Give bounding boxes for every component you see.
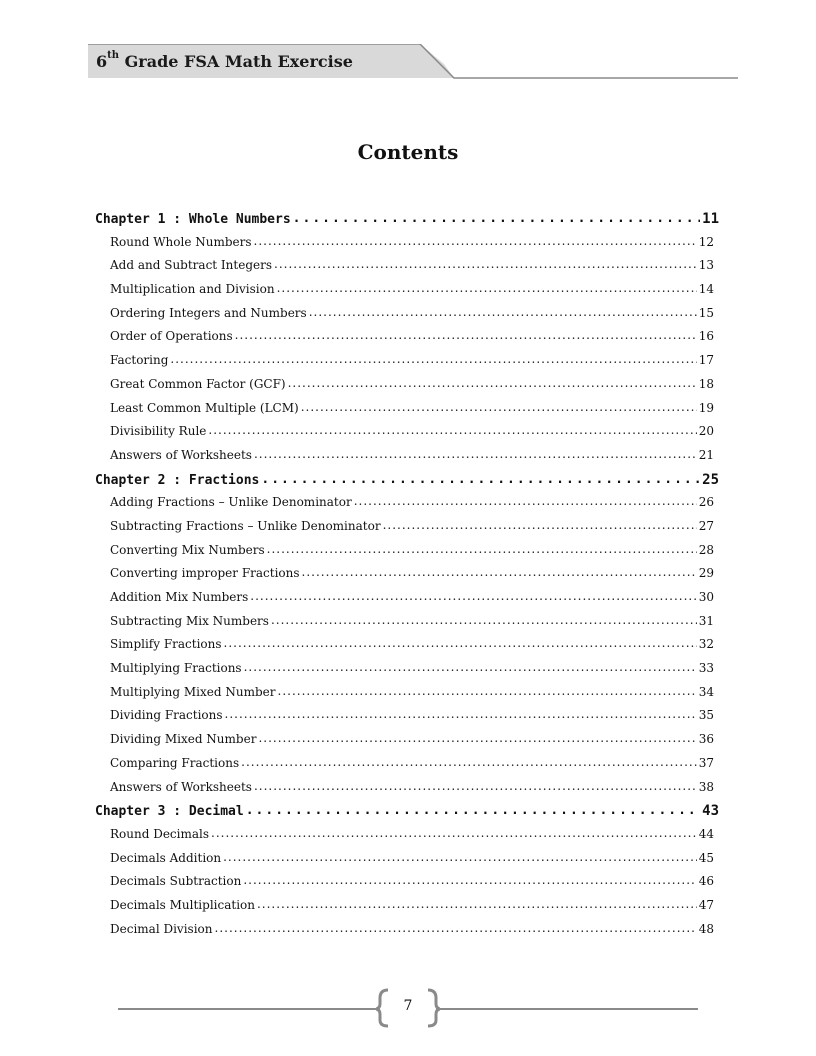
header-title: 6th Grade FSA Math Exercise bbox=[96, 50, 353, 71]
toc-entry-label: Subtracting Mix Numbers bbox=[110, 613, 269, 628]
toc-section-entry[interactable] bbox=[95, 401, 714, 425]
toc-dot-leader bbox=[278, 685, 697, 698]
toc-entry-label: Converting Mix Numbers bbox=[110, 542, 265, 557]
toc-entry-label: Decimals Subtraction bbox=[110, 874, 242, 889]
toc-entry-page-number: 15 bbox=[698, 305, 714, 320]
toc-dot-leader bbox=[254, 448, 697, 461]
toc-entry-label: Chapter 2 : Fractions bbox=[95, 472, 260, 488]
toc-entry-page-number: 36 bbox=[698, 732, 714, 747]
toc-entry-page-number: 16 bbox=[698, 329, 714, 344]
toc-dot-leader bbox=[208, 424, 696, 437]
toc-section-entry[interactable] bbox=[95, 898, 714, 922]
toc-dot-leader bbox=[170, 353, 696, 366]
toc-chapter-entry[interactable] bbox=[95, 472, 719, 496]
toc-dot-leader bbox=[354, 495, 697, 508]
toc-entry-page-number: 47 bbox=[698, 897, 714, 912]
toc-entry-page-number: 27 bbox=[698, 518, 714, 533]
toc-entry-page-number: 33 bbox=[698, 661, 714, 676]
toc-dot-leader bbox=[257, 898, 697, 911]
toc-dot-leader bbox=[271, 614, 697, 627]
toc-entry-label: Divisibility Rule bbox=[110, 424, 207, 439]
toc-entry-page-number: 21 bbox=[698, 447, 714, 462]
toc-entry-label: Chapter 1 : Whole Numbers bbox=[95, 212, 291, 227]
toc-section-entry[interactable] bbox=[95, 780, 714, 804]
toc-entry-label: Comparing Fractions bbox=[110, 755, 240, 770]
toc-section-entry[interactable] bbox=[95, 306, 714, 330]
toc-dot-leader bbox=[293, 211, 700, 226]
toc-entry-page-number: 46 bbox=[698, 874, 714, 889]
toc-section-entry[interactable] bbox=[95, 329, 714, 353]
toc-section-entry[interactable] bbox=[95, 661, 714, 685]
toc-entry-label: Addition Mix Numbers bbox=[110, 590, 249, 604]
header-banner bbox=[88, 44, 738, 80]
toc-dot-leader bbox=[241, 756, 697, 769]
toc-section-entry[interactable] bbox=[95, 495, 714, 519]
toc-entry-label: Decimals Addition bbox=[110, 850, 222, 865]
toc-section-entry[interactable] bbox=[95, 377, 714, 401]
toc-entry-page-number: 43 bbox=[702, 803, 719, 820]
toc-entry-page-number: 35 bbox=[698, 708, 714, 723]
toc-section-entry[interactable] bbox=[95, 543, 714, 567]
toc-entry-page-number: 28 bbox=[698, 542, 714, 557]
toc-entry-page-number: 17 bbox=[698, 353, 714, 368]
toc-dot-leader bbox=[274, 258, 697, 271]
toc-dot-leader bbox=[267, 543, 697, 556]
toc-section-entry[interactable] bbox=[95, 519, 714, 543]
toc-entry-label: Round Whole Numbers bbox=[110, 234, 252, 249]
page-title: Contents bbox=[357, 140, 459, 164]
toc-entry-page-number: 32 bbox=[698, 637, 714, 652]
toc-section-entry[interactable] bbox=[95, 756, 714, 780]
toc-entry-label: Simplify Fractions bbox=[110, 637, 222, 652]
toc-dot-leader bbox=[223, 851, 697, 864]
toc-section-entry[interactable] bbox=[95, 614, 714, 638]
toc-entry-label: Least Common Multiple (LCM) bbox=[110, 400, 299, 415]
toc-entry-label: Multiplying Mixed Number bbox=[110, 684, 276, 699]
toc-entry-label: Subtracting Fractions – Unlike Denominator bbox=[110, 518, 381, 533]
toc-dot-leader bbox=[254, 780, 697, 793]
toc-dot-leader bbox=[244, 661, 697, 674]
toc-dot-leader bbox=[211, 827, 697, 840]
table-of-contents bbox=[95, 211, 719, 945]
toc-section-entry[interactable] bbox=[95, 282, 714, 306]
toc-section-entry[interactable] bbox=[95, 827, 714, 851]
toc-dot-leader bbox=[302, 566, 697, 579]
toc-entry-label: Adding Fractions – Unlike Denominator bbox=[110, 495, 352, 510]
toc-entry-page-number: 45 bbox=[698, 850, 714, 865]
footer-rule-left bbox=[118, 1008, 380, 1010]
toc-entry-page-number: 26 bbox=[698, 495, 714, 510]
toc-entry-label: Answers of Worksheets bbox=[110, 447, 252, 462]
toc-dot-leader bbox=[243, 874, 696, 887]
footer-rule-right bbox=[436, 1008, 698, 1010]
toc-entry-page-number: 12 bbox=[698, 234, 714, 249]
toc-section-entry[interactable] bbox=[95, 851, 714, 875]
toc-dot-leader bbox=[288, 377, 697, 390]
toc-entry-label: Ordering Integers and Numbers bbox=[110, 305, 307, 320]
toc-entry-label: Converting improper Fractions bbox=[110, 566, 300, 581]
toc-dot-leader bbox=[250, 590, 696, 603]
toc-entry-page-number: 30 bbox=[698, 590, 714, 604]
toc-dot-leader bbox=[309, 306, 697, 319]
toc-dot-leader bbox=[383, 519, 697, 532]
toc-entry-page-number: 37 bbox=[698, 755, 714, 770]
toc-entry-label: Factoring bbox=[110, 353, 169, 368]
page-footer bbox=[118, 988, 698, 1028]
toc-entry-label: Decimal Division bbox=[110, 921, 213, 936]
toc-entry-label: Add and Subtract Integers bbox=[110, 258, 272, 273]
toc-entry-page-number: 25 bbox=[702, 471, 719, 488]
toc-section-entry[interactable] bbox=[95, 448, 714, 472]
toc-section-entry[interactable] bbox=[95, 732, 714, 756]
page-number: 7 bbox=[403, 998, 413, 1014]
toc-dot-leader bbox=[277, 282, 697, 295]
toc-entry-label: Answers of Worksheets bbox=[110, 779, 252, 794]
toc-dot-leader bbox=[225, 708, 697, 721]
toc-entry-page-number: 34 bbox=[698, 684, 714, 699]
toc-chapter-entry[interactable] bbox=[95, 211, 719, 235]
toc-dot-leader bbox=[224, 637, 697, 650]
toc-dot-leader bbox=[261, 472, 700, 487]
toc-section-entry[interactable] bbox=[95, 708, 714, 732]
toc-section-entry[interactable] bbox=[95, 353, 714, 377]
toc-dot-leader bbox=[258, 732, 696, 745]
toc-entry-label: Great Common Factor (GCF) bbox=[110, 376, 286, 391]
toc-chapter-entry[interactable] bbox=[95, 803, 719, 827]
toc-entry-label: Multiplying Fractions bbox=[110, 661, 242, 676]
toc-section-entry[interactable] bbox=[95, 874, 714, 898]
toc-dot-leader bbox=[215, 922, 697, 935]
toc-entry-label: Multiplication and Division bbox=[110, 282, 275, 297]
toc-entry-page-number: 14 bbox=[698, 282, 714, 297]
toc-dot-leader bbox=[301, 401, 697, 414]
toc-entry-page-number: 31 bbox=[698, 613, 714, 628]
toc-section-entry[interactable] bbox=[95, 235, 714, 259]
toc-section-entry[interactable] bbox=[95, 258, 714, 282]
toc-section-entry[interactable] bbox=[95, 424, 714, 448]
toc-section-entry[interactable] bbox=[95, 922, 714, 946]
toc-entry-page-number: 13 bbox=[698, 258, 714, 273]
toc-entry-page-number: 11 bbox=[702, 211, 719, 227]
toc-dot-leader bbox=[246, 803, 700, 818]
toc-entry-page-number: 18 bbox=[698, 376, 714, 391]
toc-dot-leader bbox=[254, 235, 697, 248]
toc-entry-page-number: 48 bbox=[698, 921, 714, 936]
toc-entry-label: Round Decimals bbox=[110, 826, 210, 841]
toc-section-entry[interactable] bbox=[95, 566, 714, 590]
toc-entry-label: Dividing Mixed Number bbox=[110, 732, 257, 747]
toc-entry-page-number: 44 bbox=[698, 826, 714, 841]
toc-dot-leader bbox=[235, 329, 697, 342]
toc-entry-page-number: 19 bbox=[698, 400, 714, 415]
toc-entry-label: Order of Operations bbox=[110, 329, 233, 344]
toc-entry-label: Decimals Multiplication bbox=[110, 897, 255, 912]
toc-entry-label: Chapter 3 : Decimal bbox=[95, 804, 244, 820]
toc-entry-page-number: 29 bbox=[698, 566, 714, 581]
toc-section-entry[interactable] bbox=[95, 685, 714, 709]
toc-section-entry[interactable] bbox=[95, 590, 714, 614]
toc-entry-page-number: 38 bbox=[698, 779, 714, 794]
toc-entry-label: Dividing Fractions bbox=[110, 708, 223, 723]
toc-entry-page-number: 20 bbox=[698, 424, 714, 439]
toc-section-entry[interactable] bbox=[95, 637, 714, 661]
